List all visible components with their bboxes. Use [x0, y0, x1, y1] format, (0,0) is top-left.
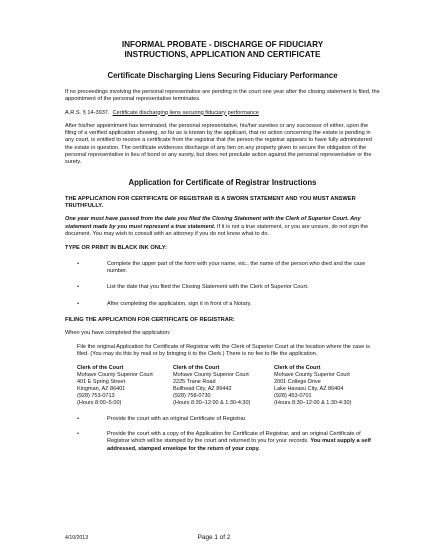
clerk-hours: (Hours 8:30–12:00 & 1:30-4:30) [173, 399, 251, 406]
clerk-heading: Clerk of the Court [173, 365, 220, 372]
list-item-text: Complete the upper part of the form with your name, etc., the name of the person who died and the case number. [107, 260, 366, 275]
clerk-lake-havasu-city [274, 365, 374, 406]
clerk-bullhead-city [173, 365, 274, 406]
statute-number: A.R.S. § 14-3937. [65, 109, 110, 116]
paragraph-termination: If no proceedings involving the personal representative are pending in the court one year after the closing statement is filed, the appointment of the personal representative terminates. [65, 89, 380, 103]
clerk-court: Mohave County Superior Court [77, 372, 153, 379]
bullet-icon: • [77, 431, 79, 437]
one-year-advice: If it is not a true statement, or you are unsure, do not sign the document. You may wish to consult with an attorney if you do not know what to do. [65, 223, 369, 238]
paragraph-one-year [65, 216, 380, 238]
list-item [77, 261, 380, 276]
clerk-phone: (928) 758-0730 [173, 392, 211, 399]
clerk-court: Mohave County Superior Court [274, 372, 350, 379]
list-item-text: After completing the application, sign it in front of a Notary. [107, 300, 252, 307]
document-title [65, 40, 380, 60]
when-completed-text: When you have completed the application: [65, 330, 171, 337]
clerk-phone: (928) 453-0701 [274, 392, 312, 399]
section-heading-liens: Certificate Discharging Liens Securing Fiduciary Performance [107, 71, 338, 80]
statute-reference [65, 110, 380, 117]
file-original-instructions: File the original Application for Certificate of Registrar with the Clerk of Superior Court at the location where the case is filed. (You may do this by mail or by bringing it to the Clerk.) There is no fee to file the application. [77, 343, 370, 357]
clerk-phone: (928) 753-0713 [77, 392, 115, 399]
title-line-1: INFORMAL PROBATE - DISCHARGE OF FIDUCIARY [121, 40, 324, 49]
clerk-court: Mohave County Superior Court [173, 372, 249, 379]
list-item [77, 284, 380, 291]
bullet-icon: • [77, 260, 79, 267]
clerk-locations [77, 365, 380, 406]
one-year-warning: One year must have passed from the date you filed the Closing Statement with the Clerk of Superior Court. Any statement made by you must represent a true statement. [65, 216, 361, 230]
sworn-statement-notice: THE APPLICATION FOR CERTIFICATE OF REGISTRAR IS A SWORN STATEMENT AND YOU MUST ANSWER TRUTHFULLY. [65, 195, 356, 210]
bullet-icon: • [77, 284, 79, 291]
list-item-text: Provide the court with a copy of the Application for Certificate of Registrar, and an original Certificate of Registrar which will be stamped by the court and returned to you for your records. [107, 431, 361, 445]
page-number: Page 1 of 2 [197, 534, 231, 541]
title-line-2: INSTRUCTIONS, APPLICATION AND CERTIFICATE [124, 50, 321, 59]
list-item [77, 416, 380, 423]
clerk-street: 401 E Spring Street [77, 379, 126, 386]
clerk-hours: (Hours 8:00–5:00) [77, 399, 122, 406]
clerk-city: Lake Havasu City, AZ 86404 [274, 385, 344, 392]
clerk-street: 2001 College Drive [274, 379, 321, 386]
bullet-icon: • [77, 415, 79, 422]
paragraph-discharge: After his/her appointment has terminated, the personal representative, his/her sureties or any successor of either, upon the filing of a verified application showing, so far as is known by the applicant, that no action concerning the estate is pending in any court, is entitled to receive a certificate from the registrar that the person the registrar appears to have fully administered the estate in question. The certificate evidences discharge of any lien on any property given to secure the obligation of the personal representative in lieu of bond or any surety, but does not preclude action against the personal representative or the surety. [65, 122, 372, 166]
list-item-text: Provide the court with an original Certificate of Registrar. [107, 415, 247, 422]
clerk-heading: Clerk of the Court [274, 365, 321, 372]
filing-heading: FILING THE APPLICATION FOR CERTIFICATE OF REGISTRAR: [65, 316, 235, 323]
envelope-requirement: You must supply a self addressed, stamped envelope for the return of your copy. [107, 438, 371, 452]
clerk-street: 2225 Trane Road [173, 379, 216, 386]
bullet-icon: • [77, 300, 79, 307]
list-item [77, 431, 380, 453]
list-item-text: List the date that you filed the Closing Statement with the Clerk of Superior Court. [107, 284, 309, 291]
section-heading-instructions: Application for Certificate of Registrar Instructions [128, 177, 317, 187]
statute-title: Certificate discharging liens securing fiduciary performance [112, 109, 260, 116]
clerk-city: Bullhead City, AZ 86442 [173, 385, 232, 392]
footer-date: 4/10/2013 [65, 535, 89, 541]
clerk-kingman [77, 365, 173, 406]
type-or-print-heading: TYPE OR PRINT IN BLACK INK ONLY: [65, 245, 168, 252]
clerk-city: Kingman, AZ 86401 [77, 385, 126, 392]
clerk-heading: Clerk of the Court [77, 365, 124, 372]
list-item [77, 301, 380, 308]
clerk-hours: (Hours 8:30–12:00 & 1:30-4:30) [274, 399, 352, 406]
